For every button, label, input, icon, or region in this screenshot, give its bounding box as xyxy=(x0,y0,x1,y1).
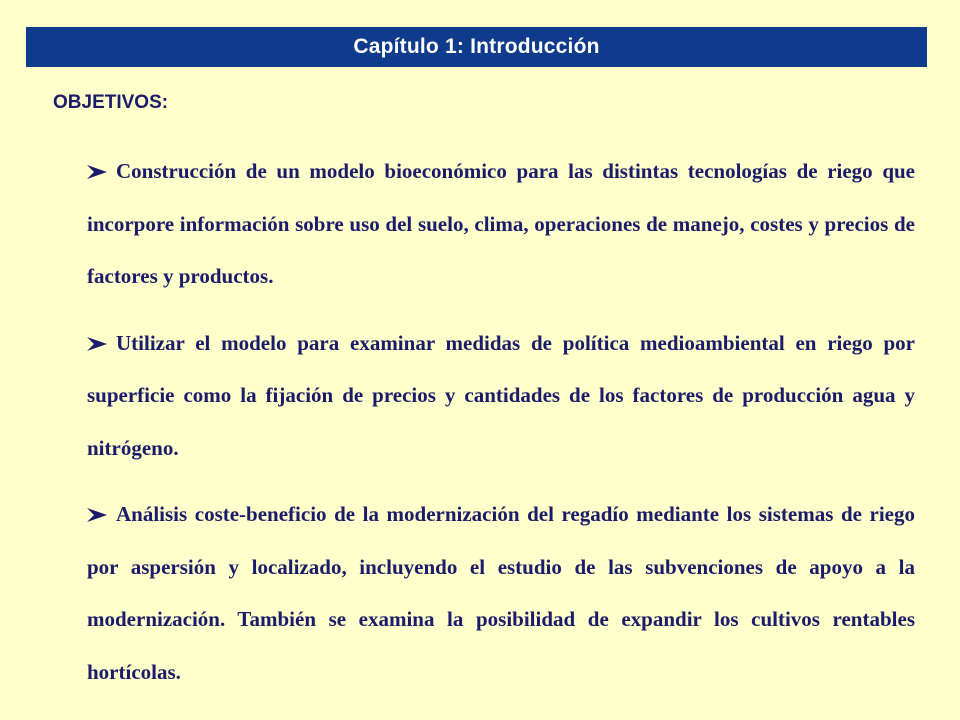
bullet-arrow-icon xyxy=(87,165,107,179)
chapter-title: Capítulo 1: Introducción xyxy=(353,35,600,58)
section-label-objectives: OBJETIVOS: xyxy=(53,92,169,113)
bullet-arrow-icon xyxy=(87,508,107,522)
bullet-arrow-icon xyxy=(87,337,107,351)
objective-text: Utilizar el modelo para examinar medidas de política medioambiental en riego por superficie como la fijación de precios y cantidades de los factores de producción agua y nitrógeno. xyxy=(87,330,915,460)
objective-item xyxy=(87,488,915,698)
objectives-list xyxy=(87,145,915,698)
objective-item xyxy=(87,145,915,303)
objective-text: Análisis coste-beneficio de la modernización del regadío mediante los sistemas de riego por aspersión y localizado, incluyendo el estudio de las subvenciones de apoyo a la modernización. También se examina la posibilidad de expandir los cultivos rentables hortícolas. xyxy=(87,502,915,684)
chapter-header-bar xyxy=(26,27,927,67)
objective-item xyxy=(87,317,915,475)
objective-text: Construcción de un modelo bioeconómico para las distintas tecnologías de riego que incorpore información sobre uso del suelo, clima, operaciones de manejo, costes y precios de factores y productos. xyxy=(87,159,915,288)
